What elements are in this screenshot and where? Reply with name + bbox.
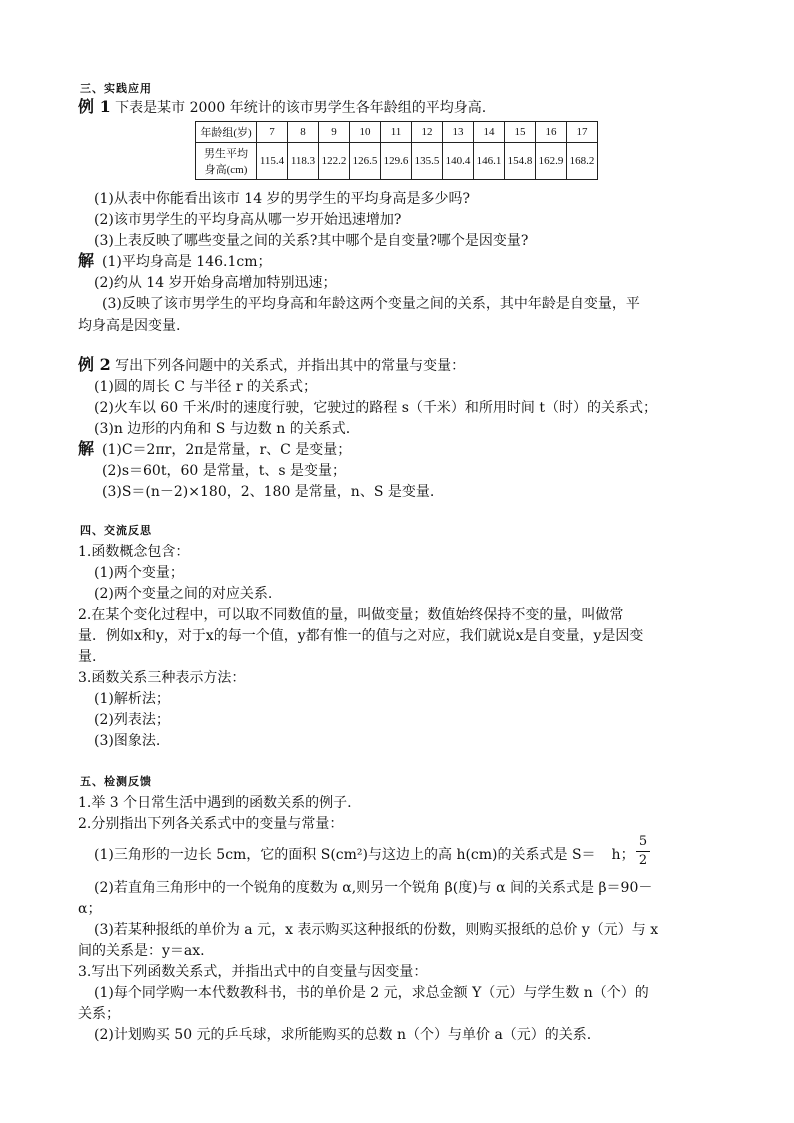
table-cell-height: 162.9 xyxy=(536,143,567,180)
feedback-item-1-tail: h； xyxy=(611,847,635,863)
feedback-line: 3.写出下列函数关系式，并指出式中的自变量与因变量： xyxy=(78,964,428,980)
feedback-q3-1-cont: 关系； xyxy=(78,1006,120,1022)
feedback-q3-1: (1)每个同学购一本代数教科书，书的单价是 2 元，求总金额 Y（元）与学生数 n（个）的 xyxy=(94,985,649,1001)
table-header-height xyxy=(196,143,257,180)
feedback-item-2-cont: α； xyxy=(78,901,102,917)
reflection-line: 3.函数关系三种表示方法： xyxy=(78,670,246,686)
example-1-intro: 下表是某市 2000 年统计的该市男学生各年龄组的平均身高. xyxy=(115,100,487,116)
table-cell-age: 15 xyxy=(505,122,536,143)
reflection-line: (3)图象法. xyxy=(94,733,161,749)
example-2-header xyxy=(78,356,465,375)
table-cell-age: 7 xyxy=(257,122,288,143)
example-2-question: (1)圆的周长 C 与半径 r 的关系式； xyxy=(94,379,318,395)
fraction-denominator: 2 xyxy=(638,853,648,868)
example-2-answer: (2)s＝60t，60 是常量，t、s 是变量； xyxy=(102,463,346,479)
example-1-answer: (2)约从 14 岁开始身高增加特别迅速； xyxy=(94,275,337,291)
reflection-line: 量．例如x和y，对于x的每一个值，y都有惟一的值与之对应，我们就说x是自变量，y是因变 xyxy=(78,628,644,644)
fraction-numerator: 5 xyxy=(638,834,648,849)
table-cell-height: 135.5 xyxy=(412,143,443,180)
table-header-age: 年龄组(岁) xyxy=(196,122,257,143)
example-1-label: 例 1 xyxy=(78,97,111,116)
feedback-item-1-text: (1)三角形的一边长 5cm，它的面积 S(cm²)与这边上的高 h(cm)的关系式是 S＝ xyxy=(94,847,596,863)
example-1-header xyxy=(78,98,486,117)
table-cell-age: 14 xyxy=(474,122,505,143)
reflection-line: (2)两个变量之间的对应关系. xyxy=(94,586,273,602)
example-1-answer: 均身高是因变量. xyxy=(78,318,181,334)
table-header-height-line2: 身高(cm) xyxy=(204,164,248,176)
feedback-line: 2.分别指出下列各关系式中的变量与常量： xyxy=(78,816,344,832)
reflection-line: 量. xyxy=(78,649,97,665)
example-1-question: (2)该市男学生的平均身高从哪一岁开始迅速增加? xyxy=(94,212,402,228)
reflection-line: 1.函数概念包含： xyxy=(78,544,190,560)
section-heading-4: 四、交流反思 xyxy=(80,524,152,537)
example-2-question: (3)n 边形的内角和 S 与边数 n 的关系式. xyxy=(94,421,351,437)
table-header-height-line1: 男生平均 xyxy=(204,148,248,160)
feedback-item-3: (3)若某种报纸的单价为 a 元，x 表示购买这种报纸的份数，则购买报纸的总价 y（元）与 x xyxy=(94,922,659,938)
table-cell-age: 9 xyxy=(319,122,350,143)
example-2-question: (2)火车以 60 千米/时的速度行驶，它驶过的路程 s（千米）和所用时间 t（时）的关系式； xyxy=(94,400,657,416)
example-2-answer-label: 解 xyxy=(78,439,95,458)
table-row-ages xyxy=(196,122,598,143)
section-heading-3: 三、实践应用 xyxy=(80,82,152,95)
section-heading-5: 五、检测反馈 xyxy=(80,775,152,788)
table-cell-height: 140.4 xyxy=(443,143,474,180)
example-1-question: (1)从表中你能看出该市 14 岁的男学生的平均身高是多少吗? xyxy=(94,191,471,207)
example-1-answer: (1)平均身高是 146.1cm； xyxy=(102,254,272,270)
reflection-line: (1)两个变量； xyxy=(94,565,184,581)
feedback-line: 1.举 3 个日常生活中遇到的函数关系的例子. xyxy=(78,795,352,811)
feedback-item-1 xyxy=(94,846,635,864)
example-1-question: (3)上表反映了哪些变量之间的关系?其中哪个是自变量?哪个是因变量? xyxy=(94,233,529,249)
table-cell-height: 168.2 xyxy=(567,143,598,180)
table-cell-age: 8 xyxy=(288,122,319,143)
table-cell-age: 16 xyxy=(536,122,567,143)
fraction-bar xyxy=(636,851,650,852)
table-cell-height: 122.2 xyxy=(319,143,350,180)
reflection-line: (2)列表法； xyxy=(94,712,170,728)
table-cell-age: 13 xyxy=(443,122,474,143)
table-cell-age: 12 xyxy=(412,122,443,143)
table-cell-height: 154.8 xyxy=(505,143,536,180)
example-1-answer: (3)反映了该市男学生的平均身高和年龄这两个变量之间的关系，其中年龄是自变量，平 xyxy=(102,296,640,312)
example-2-answer: (3)S＝(n－2)×180，2、180 是常量，n、S 是变量. xyxy=(102,484,435,500)
table-cell-height: 146.1 xyxy=(474,143,505,180)
table-cell-height: 115.4 xyxy=(257,143,288,180)
feedback-q3-2: (2)计划购买 50 元的乒乓球，求所能购买的总数 n（个）与单价 a（元）的关系. xyxy=(94,1027,592,1043)
height-table xyxy=(195,121,598,180)
table-cell-age: 10 xyxy=(350,122,381,143)
example-1-answer-label: 解 xyxy=(78,251,95,270)
table-cell-height: 118.3 xyxy=(288,143,319,180)
table-cell-height: 129.6 xyxy=(381,143,412,180)
table-cell-age: 11 xyxy=(381,122,412,143)
feedback-item-3-cont: 间的关系是：y＝ax. xyxy=(78,943,205,959)
table-cell-age: 17 xyxy=(567,122,598,143)
example-2-label: 例 2 xyxy=(78,355,111,374)
feedback-item-2: (2)若直角三角形中的一个锐角的度数为 α,则另一个锐角 β(度)与 α 间的关系式是 β＝90－ xyxy=(94,880,653,896)
example-2-answer: (1)C＝2πr，2π是常量，r、C 是变量； xyxy=(102,442,352,458)
example-2-intro: 写出下列各问题中的关系式，并指出其中的常量与变量： xyxy=(115,358,466,374)
table-cell-height: 126.5 xyxy=(350,143,381,180)
table-row-heights xyxy=(196,143,598,180)
reflection-line: (1)解析法； xyxy=(94,691,170,707)
reflection-line: 2.在某个变化过程中，可以取不同数值的量，叫做变量；数值始终保持不变的量，叫做常 xyxy=(78,607,624,623)
